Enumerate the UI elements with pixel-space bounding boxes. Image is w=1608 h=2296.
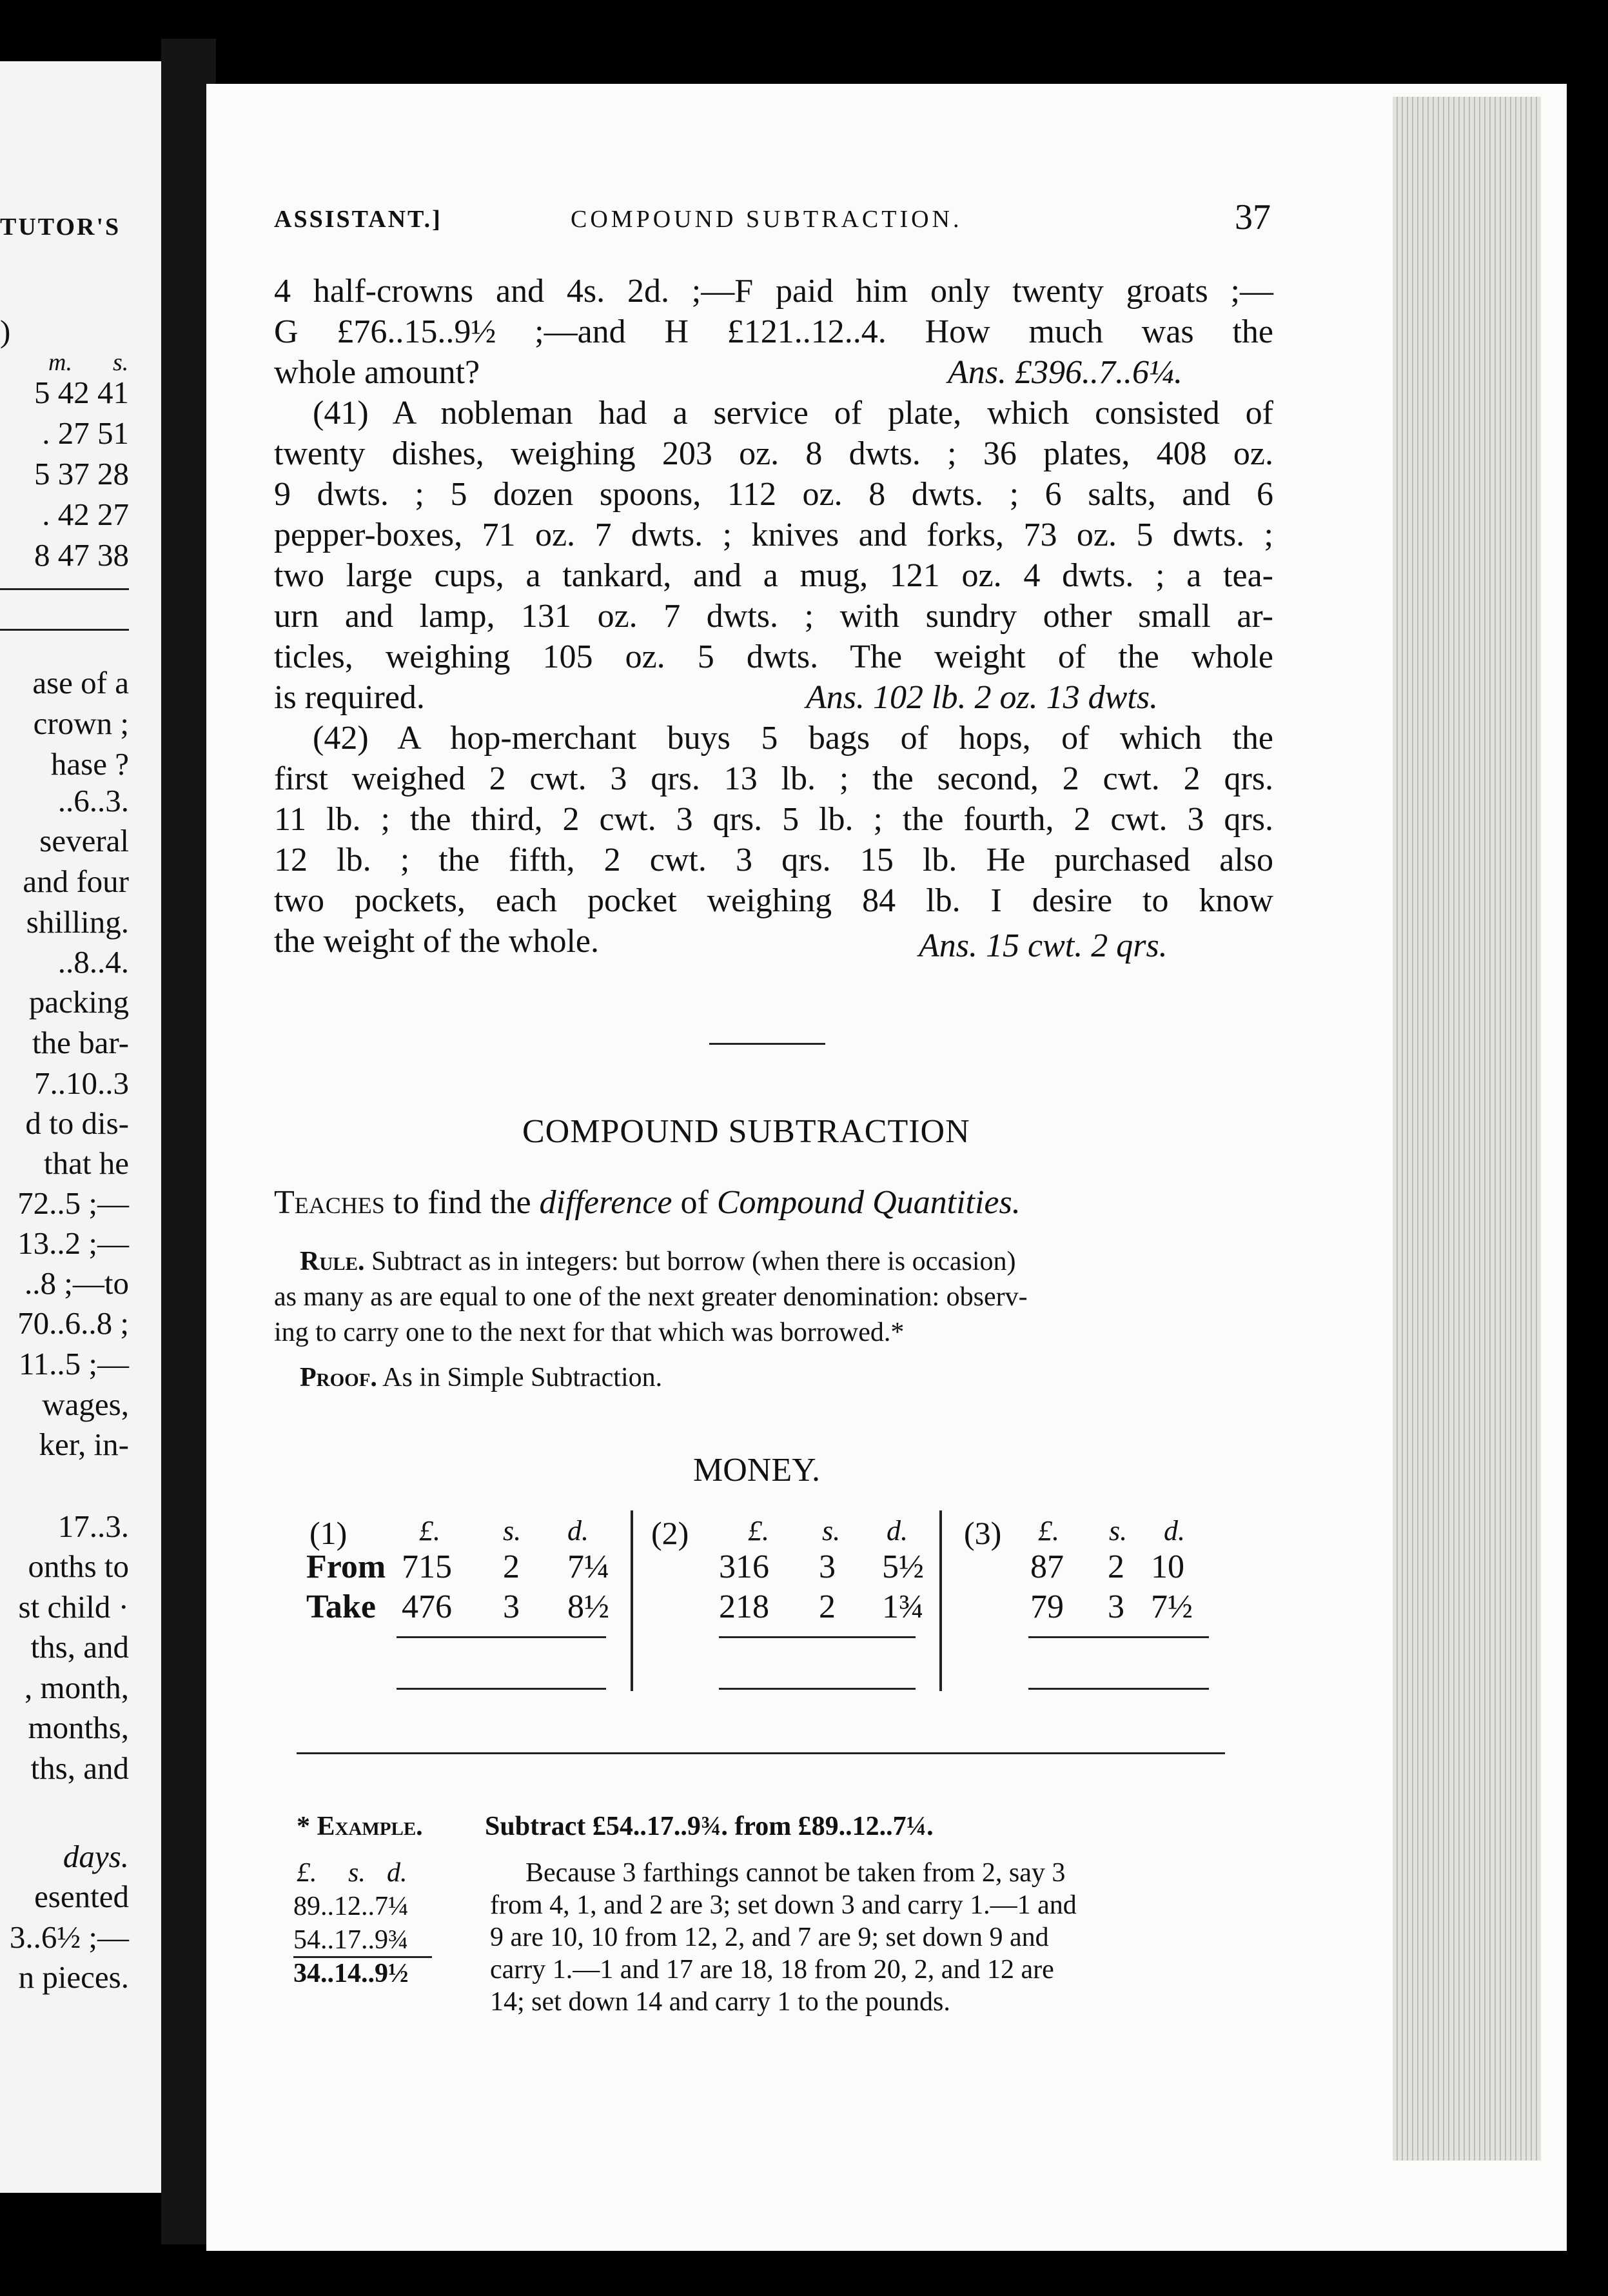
left-table-row: . 42 27 xyxy=(42,497,129,532)
left-text-line: wages, xyxy=(42,1387,129,1422)
paragraph-line: 11 lb. ; the third, 2 cwt. 3 qrs. 5 lb. ; the fourth, 2 cwt. 3 qrs. xyxy=(274,801,1273,838)
rule-line-2: as many as are equal to one of the next greater denomination: observ- xyxy=(274,1282,1028,1312)
answer-rule xyxy=(1028,1636,1209,1638)
left-text-line: n pieces. xyxy=(18,1959,129,1995)
paragraph-line: (41) A nobleman had a service of plate, which consisted of xyxy=(313,395,1273,431)
footnote-rule xyxy=(297,1752,1225,1754)
answer-40: Ans. £396..7..6¼. xyxy=(948,354,1182,391)
money-title: MONEY. xyxy=(693,1452,820,1489)
left-text-line: 13..2 ;— xyxy=(17,1225,129,1261)
left-text-line: 3..6½ ;— xyxy=(9,1919,129,1955)
left-text-line: hase ? xyxy=(50,746,129,782)
footnote-calc-line: 89..12..7¼ xyxy=(293,1892,409,1921)
paragraph-line: first weighed 2 cwt. 3 qrs. 13 lb. ; the second, 2 cwt. 2 qrs. xyxy=(274,760,1273,797)
footnote-col-head: d. xyxy=(387,1858,407,1888)
left-text-line: crown ; xyxy=(33,706,129,741)
paragraph-line: ticles, weighing 105 oz. 5 dwts. The weight of the whole xyxy=(274,638,1273,675)
column-divider xyxy=(631,1510,633,1691)
paragraph-line: two pockets, each pocket weighing 84 lb. I desire to know xyxy=(274,882,1273,919)
paragraph-line: (42) A hop-merchant buys 5 bags of hops, of which the xyxy=(313,720,1273,757)
from-value: 3 xyxy=(819,1549,836,1585)
unit-head: d. xyxy=(567,1515,589,1547)
footnote-col-head: s. xyxy=(348,1858,366,1888)
section-title: COMPOUND SUBTRACTION xyxy=(522,1113,970,1150)
left-text-line: st child · xyxy=(18,1589,129,1625)
from-value: 316 xyxy=(719,1549,769,1585)
take-value: 476 xyxy=(402,1588,452,1625)
paragraph-line: whole amount? xyxy=(274,354,480,391)
running-head-left: ASSISTANT.] xyxy=(274,206,442,233)
problem-number: (2) xyxy=(651,1515,689,1551)
from-value: 2 xyxy=(503,1549,520,1585)
left-text-line: ..6..3. xyxy=(57,783,129,818)
footnote-explanation-line: Because 3 farthings cannot be taken from 2, say 3 xyxy=(525,1858,1066,1888)
left-text-line: 7..10..3 xyxy=(34,1065,129,1101)
left-text-line: esented xyxy=(34,1879,129,1914)
left-table-row: 5 42 41 xyxy=(34,375,129,410)
paragraph-line: pepper-boxes, 71 oz. 7 dwts. ; knives and forks, 73 oz. 5 dwts. ; xyxy=(274,517,1273,553)
left-page-header: TUTOR'S xyxy=(0,213,121,241)
teaches-d: Compound Quantities. xyxy=(716,1184,1021,1221)
teaches-c: of xyxy=(680,1184,709,1221)
rule-line-3: ing to carry one to the next for that which was borrowed.* xyxy=(274,1318,905,1347)
paragraph-line: twenty dishes, weighing 203 oz. 8 dwts. ; 36 plates, 408 oz. xyxy=(274,435,1273,472)
unit-head: £. xyxy=(419,1515,440,1547)
unit-head: s. xyxy=(822,1515,841,1547)
answer-rule xyxy=(397,1688,606,1690)
take-value: 3 xyxy=(503,1588,520,1625)
left-paren: ) xyxy=(0,313,11,349)
left-text-line: ..8..4. xyxy=(57,944,129,980)
left-text-line: the bar- xyxy=(32,1025,129,1060)
column-divider xyxy=(939,1510,942,1691)
left-text-line: that he xyxy=(44,1145,129,1181)
left-text-line: several xyxy=(39,823,129,858)
unit-head: d. xyxy=(887,1515,908,1547)
left-text-line: ..8 ;—to xyxy=(25,1265,129,1301)
rule-line-1 xyxy=(300,1246,1016,1277)
rule-line-1-text: Subtract as in integers: but borrow (when there is occasion) xyxy=(371,1247,1016,1276)
take-value: 2 xyxy=(819,1588,836,1625)
paragraph-line: two large cups, a tankard, and a mug, 121 oz. 4 dwts. ; a tea- xyxy=(274,557,1273,594)
from-value: 715 xyxy=(402,1549,452,1585)
paragraph-line: urn and lamp, 131 oz. 7 dwts. ; with sundry other small ar- xyxy=(274,598,1273,635)
footnote-calc-line: 34..14..9½ xyxy=(293,1959,409,1988)
left-col-head-s: s. xyxy=(113,349,129,376)
answer-rule xyxy=(719,1636,916,1638)
unit-head: £. xyxy=(1038,1515,1059,1547)
left-text-line: shilling. xyxy=(26,904,129,940)
footnote-label: * Example. xyxy=(297,1812,423,1841)
rule-label: Rule. xyxy=(300,1247,365,1276)
left-text-line: ase of a xyxy=(32,665,129,700)
proof-line xyxy=(300,1362,662,1393)
answer-41: Ans. 102 lb. 2 oz. 13 dwts. xyxy=(806,679,1159,716)
problem-number: (1) xyxy=(309,1515,348,1551)
take-label: Take xyxy=(306,1588,376,1625)
left-text-line: packing xyxy=(28,984,129,1020)
page-edges xyxy=(1393,97,1541,2161)
answer-rule xyxy=(397,1636,606,1638)
paragraph-line: G £76..15..9½ ;—and H £121..12..4. How much was the xyxy=(274,313,1273,350)
left-text-line: 70..6..8 ; xyxy=(17,1305,129,1341)
left-text-line: 72..5 ;— xyxy=(17,1185,129,1221)
left-table-row: . 27 51 xyxy=(42,415,129,451)
running-head-center: COMPOUND SUBTRACTION. xyxy=(571,206,963,233)
footnote-col-head: £. xyxy=(297,1858,317,1888)
left-text-line: and four xyxy=(23,864,129,899)
take-value: 8½ xyxy=(567,1588,609,1625)
problem-number: (3) xyxy=(964,1515,1002,1551)
take-value: 1¾ xyxy=(882,1588,924,1625)
footnote-explanation-line: 14; set down 14 and carry 1 to the pounds. xyxy=(490,1987,950,2017)
teaches-line xyxy=(274,1183,1021,1222)
left-text-line: months, xyxy=(28,1710,129,1745)
left-text-line: 17..3. xyxy=(57,1509,129,1544)
left-text-line: days. xyxy=(63,1839,129,1874)
footnote-text: Subtract £54..17..9¾. from £89..12..7¼. xyxy=(485,1812,934,1841)
take-value: 3 xyxy=(1108,1588,1124,1625)
take-value: 218 xyxy=(719,1588,769,1625)
teaches-lead: Teaches xyxy=(274,1184,385,1221)
left-text-line: d to dis- xyxy=(25,1105,129,1141)
left-text-line: 11..5 ;— xyxy=(18,1346,129,1381)
section-divider xyxy=(709,1043,825,1045)
from-value: 7¼ xyxy=(567,1549,609,1585)
take-value: 79 xyxy=(1030,1588,1064,1625)
left-col-head-m: m. xyxy=(48,349,72,376)
paragraph-line: 12 lb. ; the fifth, 2 cwt. 3 qrs. 15 lb. He purchased also xyxy=(274,842,1273,878)
teaches-b: difference xyxy=(539,1184,672,1221)
left-text-line: ths, and xyxy=(30,1750,129,1786)
unit-head: £. xyxy=(748,1515,769,1547)
proof-text: As in Simple Subtraction. xyxy=(382,1363,663,1392)
left-table-row: 5 37 28 xyxy=(34,456,129,491)
unit-head: s. xyxy=(503,1515,522,1547)
paragraph-line: is required. xyxy=(274,679,425,716)
left-text-line: ths, and xyxy=(30,1629,129,1665)
left-text-line: , month, xyxy=(25,1670,129,1705)
left-text-line: ker, in- xyxy=(39,1427,129,1462)
answer-rule xyxy=(719,1688,916,1690)
from-value: 10 xyxy=(1151,1549,1184,1585)
paragraph-line: the weight of the whole. xyxy=(274,923,599,960)
footnote-calc-rule xyxy=(293,1956,432,1958)
take-value: 7½ xyxy=(1151,1588,1193,1625)
footnote-calc-line: 54..17..9¾ xyxy=(293,1925,409,1955)
footnote-explanation-line: 9 are 10, 10 from 12, 2, and 7 are 9; set down 9 and xyxy=(490,1923,1049,1952)
unit-head: d. xyxy=(1164,1515,1185,1547)
page-number: 37 xyxy=(1235,197,1271,237)
answer-rule xyxy=(1028,1688,1209,1690)
from-label: From xyxy=(306,1549,386,1585)
paragraph-line: 9 dwts. ; 5 dozen spoons, 112 oz. 8 dwts. ; 6 salts, and 6 xyxy=(274,476,1273,513)
teaches-a: to find the xyxy=(393,1184,531,1221)
left-text-line: onths to xyxy=(28,1549,129,1584)
left-page xyxy=(0,61,161,2193)
unit-head: s. xyxy=(1109,1515,1128,1547)
answer-42: Ans. 15 cwt. 2 qrs. xyxy=(919,927,1168,964)
left-table-row: 8 47 38 xyxy=(34,537,129,573)
from-value: 87 xyxy=(1030,1549,1064,1585)
paragraph-line: 4 half-crowns and 4s. 2d. ;—F paid him only twenty groats ;— xyxy=(274,273,1273,310)
footnote-explanation-line: carry 1.—1 and 17 are 18, 18 from 20, 2, and 12 are xyxy=(490,1955,1054,1984)
footnote-explanation-line: from 4, 1, and 2 are 3; set down 3 and carry 1.—1 and xyxy=(490,1890,1077,1920)
from-value: 2 xyxy=(1108,1549,1124,1585)
from-value: 5½ xyxy=(882,1549,924,1585)
proof-label: Proof. xyxy=(300,1363,377,1392)
